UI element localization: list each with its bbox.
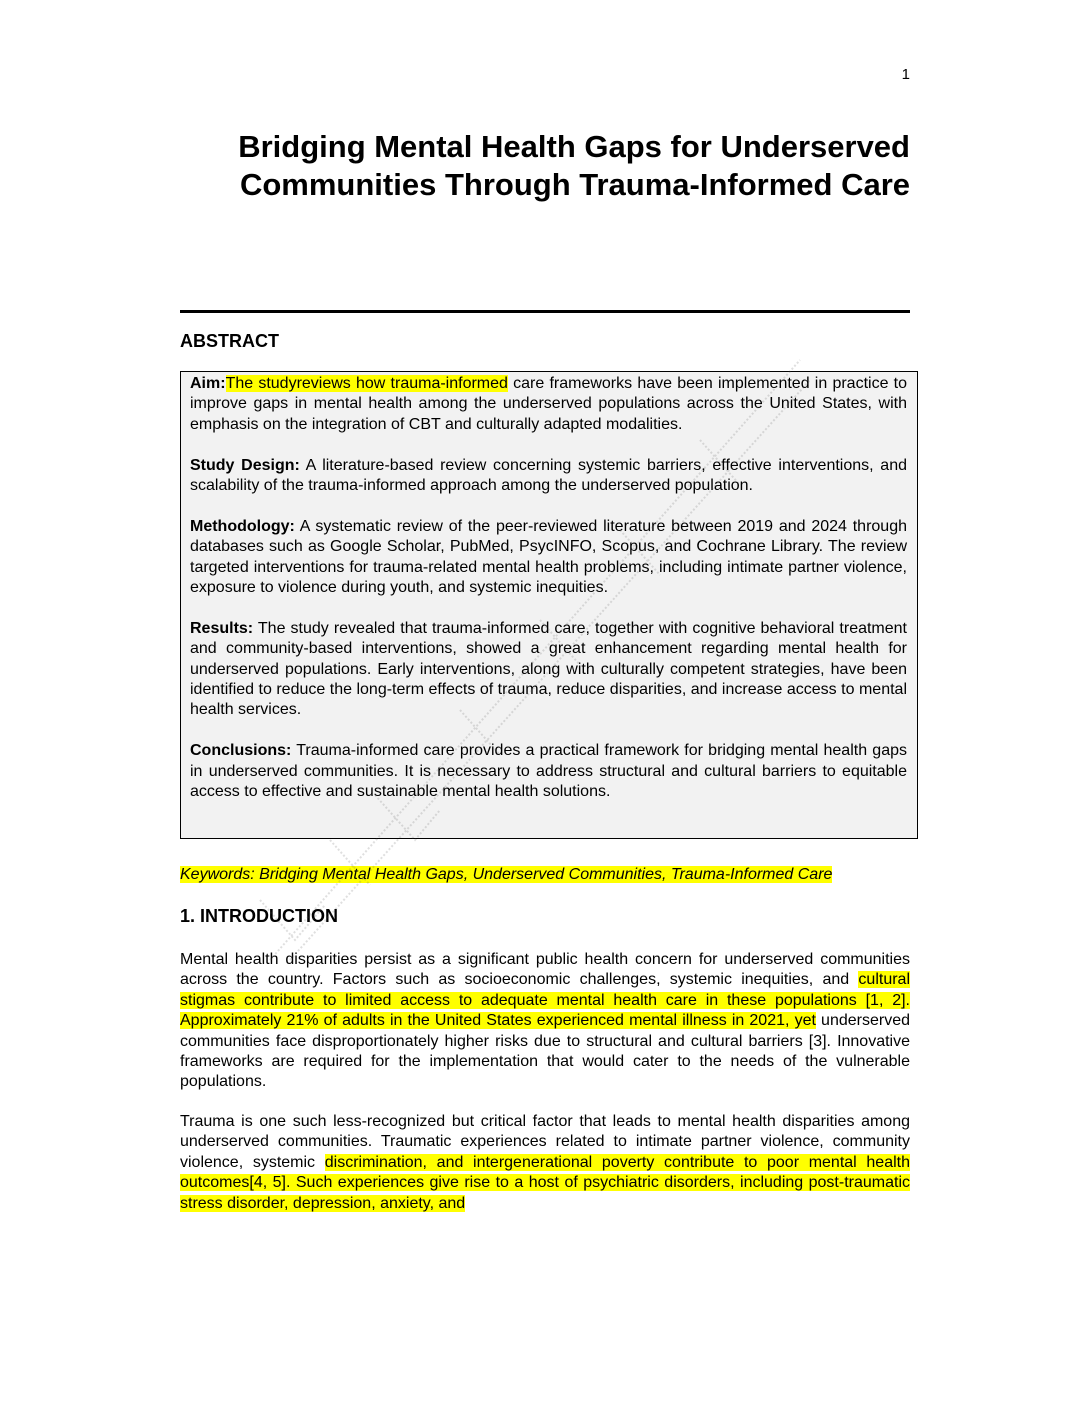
abstract-aim [190,374,907,435]
abstract-conclusions [190,741,907,802]
abstract-heading: ABSTRACT [180,331,279,351]
paper-title [180,128,910,204]
page-number: 1 [901,66,910,83]
intro-paragraph-1 [180,950,910,1093]
methodology-label: Methodology: [190,517,295,535]
para2-highlight: discrimination, and intergenerational poverty contribute to poor mental health outcomes[4, 5]. Such experiences give rise to a host of psychiatric disorders, including post-traumatic stress disorder, depression, anxiety, and [180,1153,911,1212]
abstract-study-design [190,456,907,497]
abstract-box [180,371,918,839]
introduction-heading: 1. INTRODUCTION [180,906,339,926]
results-text: The study revealed that trauma-informed care, together with cognitive behavioral treatment and community-based interventions, showed a great enhancement regarding mental health for underserved populations. Early interventions, along with culturally competent strategies, have been identified to reduce the long-term effects of trauma, reduce disparities, and increase access to mental health services. [190,619,907,719]
aim-text: care frameworks have been implemented in practice to improve gaps in mental health among the underserved populations across the United States, with emphasis on the integration of CBT and culturally adapted modalities. [190,375,907,433]
aim-label: Aim: [190,375,226,392]
abstract-methodology [190,517,907,599]
methodology-text: A systematic review of the peer-reviewed literature between 2019 and 2024 through databases such as Google Scholar, PubMed, PsycINFO, Scopus, and Cochrane Library. The review targeted interventions for trauma-related mental health problems, including intimate partner violence, exposure to violence during youth, and systemic inequities. [190,517,907,597]
title-line-1: Bridging Mental Health Gaps for Underserved [238,129,910,164]
keywords-text: Keywords: Bridging Mental Health Gaps, Underserved Communities, Trauma-Informed Care [180,866,833,883]
para1-text-b: underserved communities face disproportionately higher risks due to structural and cultural barriers [3]. Innovative frameworks are required for the implementation that would cater to the needs of the vulnerable populations. [180,1012,910,1091]
conclusions-label: Conclusions: [190,742,292,760]
abstract-results [190,619,907,721]
study-design-label: Study Design: [190,456,300,474]
keywords [180,864,910,885]
title-line-2: Communities Through Trauma-Informed Care [239,167,910,202]
intro-paragraph-2 [180,1112,910,1214]
study-design-text: A literature-based review concerning systemic barriers, effective interventions, and scalability of the trauma-informed approach among the underserved population. [190,456,908,495]
para1-text-a: Mental health disparities persist as a significant public health concern for underserved communities across the country. Factors such as socioeconomic challenges, systemic inequities, and [180,951,910,989]
conclusions-text: Trauma-informed care provides a practical framework for bridging mental health gaps in underserved communities. It is necessary to address structural and cultural barriers to equitable access to effective and sustainable mental health solutions. [190,742,907,801]
title-divider [180,310,910,313]
para2-text-a: Trauma is one such less-recognized but critical factor that leads to mental health disparities among underserved communities. Traumatic experiences related to intimate partner violence, community violence, systemic [180,1113,910,1171]
para1-highlight: cultural stigmas contribute to limited access to adequate mental health care in these populations [1, 2]. Approximately 21% of adults in the United States experienced mental illness in 2021, yet [180,971,910,1030]
aim-highlight: The studyreviews how trauma-informed [225,375,508,392]
results-label: Results: [190,619,254,637]
